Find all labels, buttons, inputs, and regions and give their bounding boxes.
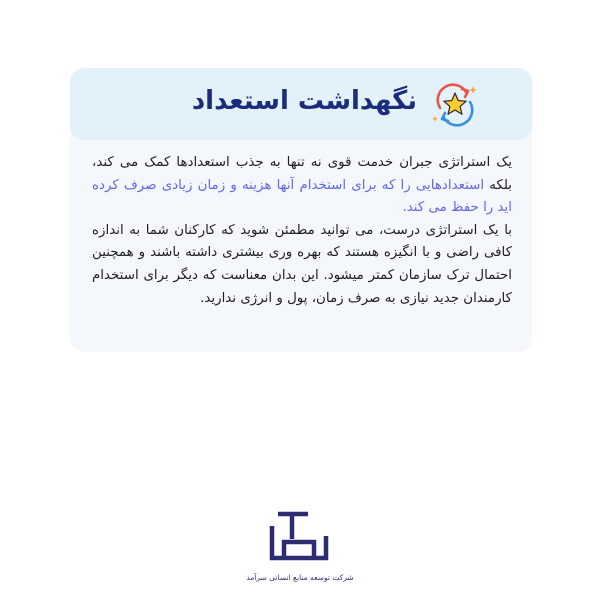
card-body <box>92 152 512 310</box>
card-title: نگهداشت استعداد <box>191 86 417 116</box>
paragraph-1-highlight: استعدادهایی را که برای استخدام آنها هزینه و زمان زیادی صرف کرده اید را حفظ می کند. <box>92 177 512 216</box>
company-name: شرکت توسعه منابع انسانی سرآمد <box>246 573 354 582</box>
company-logo <box>268 506 330 564</box>
paragraph-1 <box>92 152 512 220</box>
content-card <box>70 68 532 352</box>
star-refresh-icon <box>432 82 478 128</box>
title-bar <box>70 68 532 140</box>
paragraph-1-text: یک استراتژی جبران خدمت قوی نه تنها به جذب استعدادها کمک می کند، بلکه <box>92 155 512 193</box>
paragraph-2: با یک استراتژی درست، می توانید مطمئن شوید که کارکنان شما به اندازه کافی راضی و با انگیزه هستند که بهره وری بیشتری داشته باشند و همچنین احتمال ترک سازمان کمتر میشود. این بدان معناست که دیگر برای استخدام کارمندان جدید نیازی به صرف زمان، پول و انرژی ندارید. <box>92 222 512 306</box>
